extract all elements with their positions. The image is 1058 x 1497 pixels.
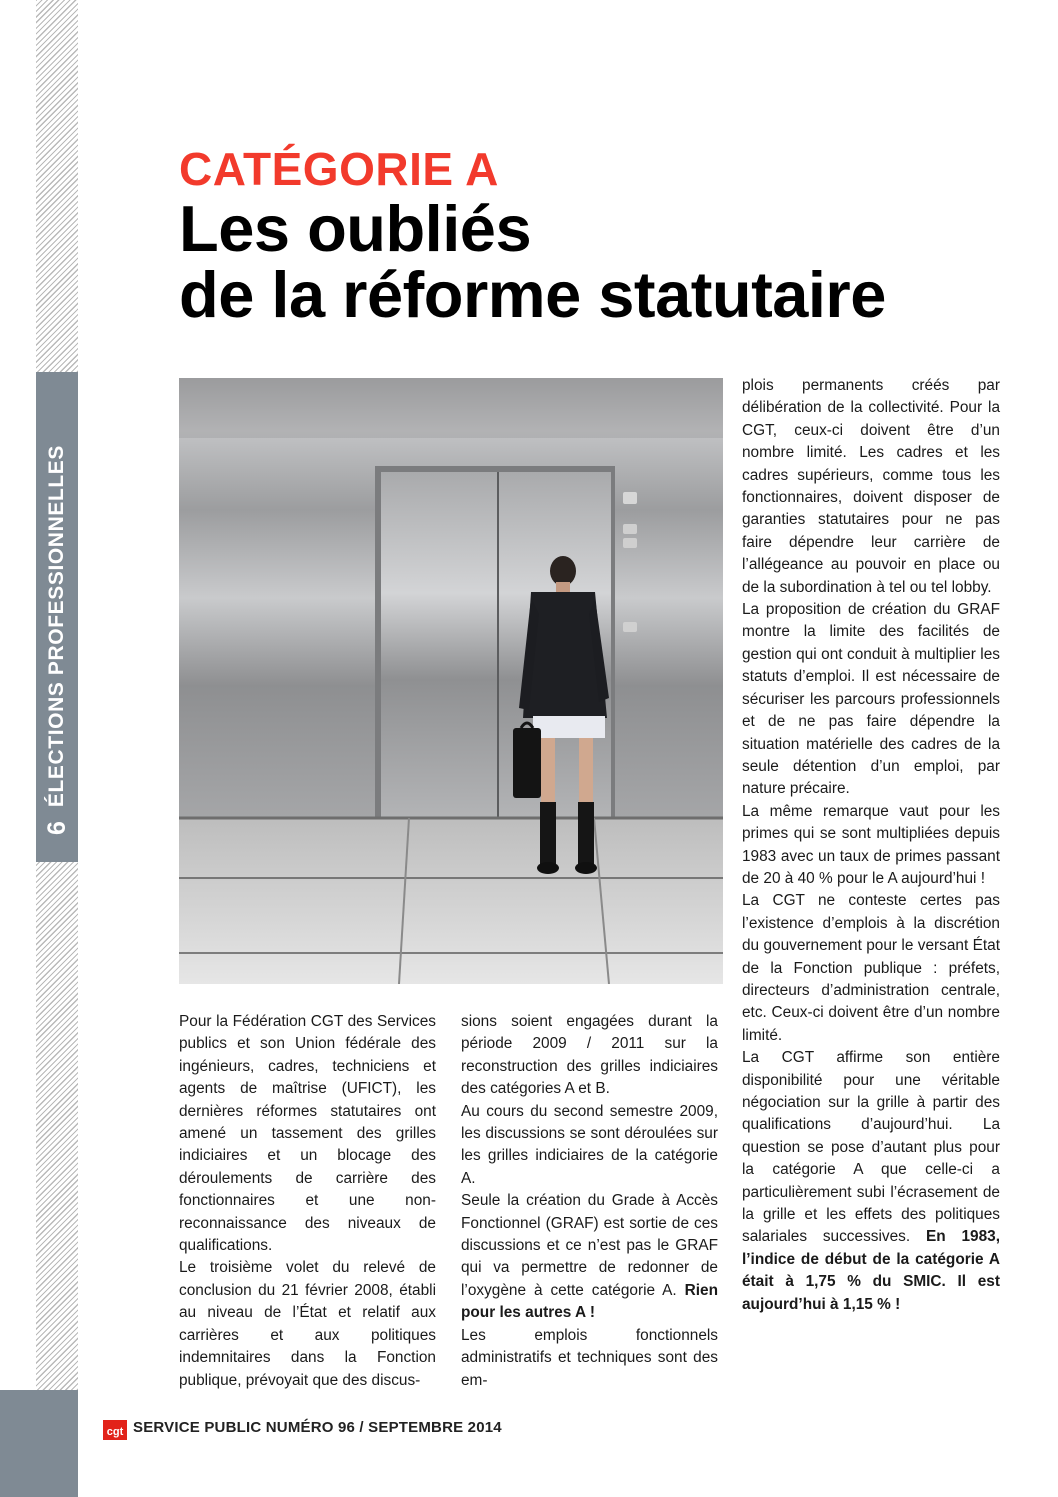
- footer-publication: SERVICE PUBLIC NUMÉRO 96 / SEPTEMBRE 2014: [133, 1419, 502, 1436]
- paragraph: sions soient engagées durant la période 2009 / 2011 sur la reconstruction des grilles indiciaires des catégories A et B.: [461, 1013, 718, 1098]
- side-hatch-top: [36, 0, 78, 372]
- paragraph-text: La CGT affirme son entière disponibilité pour une véritable négociation sur la grille à partir des qualifications d’aujourd’hui. La question se pose d’autant plus pour la catégorie A que celle-ci a particulièrement subi l’écrasement de la grille et les effets des politiques salariales successives.: [742, 1049, 1000, 1246]
- paragraph: La proposition de création du GRAF montre la limite des facilités de gestion qui ont conduit à multiplier les statuts d’emploi. Il est nécessaire de sécuriser les parcours professionnels et de ne pas faire dépendre la situation matérielle des cadres de la seule détention d’un emploi, par nature précaire.: [742, 601, 1000, 798]
- paragraph: Les emplois fonctionnels administratifs et techniques sont des em-: [461, 1326, 718, 1389]
- article-title: [179, 192, 886, 331]
- article-column-1: [179, 1011, 436, 1392]
- article-column-3: [742, 375, 1000, 1316]
- elevator-photo: [179, 378, 723, 984]
- article-title-line2: de la réforme statutaire: [179, 258, 886, 331]
- paragraph: Pour la Fédération CGT des Services publics et son Union fédérale des ingénieurs, cadres, techniciens et agents de maîtrise (UFICT), les dernières réformes statutaires ont amené un tassement des grilles indiciaires et un blocage des déroulements de carrière des fonctionnaires et une non-reconnaissance des niveaux de qualifications.: [179, 1013, 436, 1255]
- article-title-line1: Les oubliés: [179, 192, 532, 265]
- paragraph: Au cours du second semestre 2009, les discussions se sont déroulées sur les grilles indiciaires de la catégorie A.: [461, 1102, 718, 1187]
- paragraph: La CGT ne conteste certes pas l’existence d’emplois à la discrétion du gouvernement pour le versant État de la Fonction publique : préfets, directeurs d’administration centrale, etc. Ceux-ci doivent être d’un nombre limité.: [742, 892, 1000, 1044]
- footer-band: [0, 1390, 78, 1497]
- paragraph-text: Seule la création du Grade à Accès Fonctionnel (GRAF) est sortie de ces discussions et ce n’est pas le GRAF qui va permettre de redonner de l’oxygène à cette catégorie A.: [461, 1192, 718, 1299]
- article-column-2: [461, 1011, 718, 1392]
- paragraph: plois permanents créés par délibération de la collectivité. Pour la CGT, ceux-ci doivent être d’un nombre limité. Les cadres et les cadres supérieurs, comme tous les fonctionnaires, doivent disposer de garanties statutaires pour ne pas faire dépendre leur carrière de l’allégeance au pouvoir en place ou de la subordination à tel ou tel lobby.: [742, 377, 1000, 596]
- paragraph: [461, 1190, 718, 1324]
- side-label: [37, 400, 77, 880]
- paragraph: La même remarque vaut pour les primes qui se sont multipliées depuis 1983 avec un taux de primes passant de 20 à 40 % pour le A aujourd’hui !: [742, 802, 1000, 887]
- emphasis-text: Rien pour les autres A !: [461, 1281, 718, 1322]
- side-hatch-bottom: [36, 862, 78, 1390]
- page-number: 6: [42, 821, 71, 836]
- emphasis-text: En 1983, l’indice de début de la catégorie A était à 1,75 % du SMIC. Il est aujourd’hui à 1,15 % !: [742, 1228, 1000, 1313]
- section-title: ÉLECTIONS PROFESSIONNELLES: [45, 444, 68, 808]
- paragraph: Le troisième volet du relevé de conclusion du 21 février 2008, établi au niveau de l’État et relatif aux carrières et aux politiques indemnitaires dans la Fonction publique, prévoyait que des discus-: [179, 1259, 436, 1389]
- cgt-logo-text: cgt: [106, 1426, 124, 1438]
- article-kicker: CATÉGORIE A: [179, 143, 499, 195]
- paragraph: [742, 1047, 1000, 1316]
